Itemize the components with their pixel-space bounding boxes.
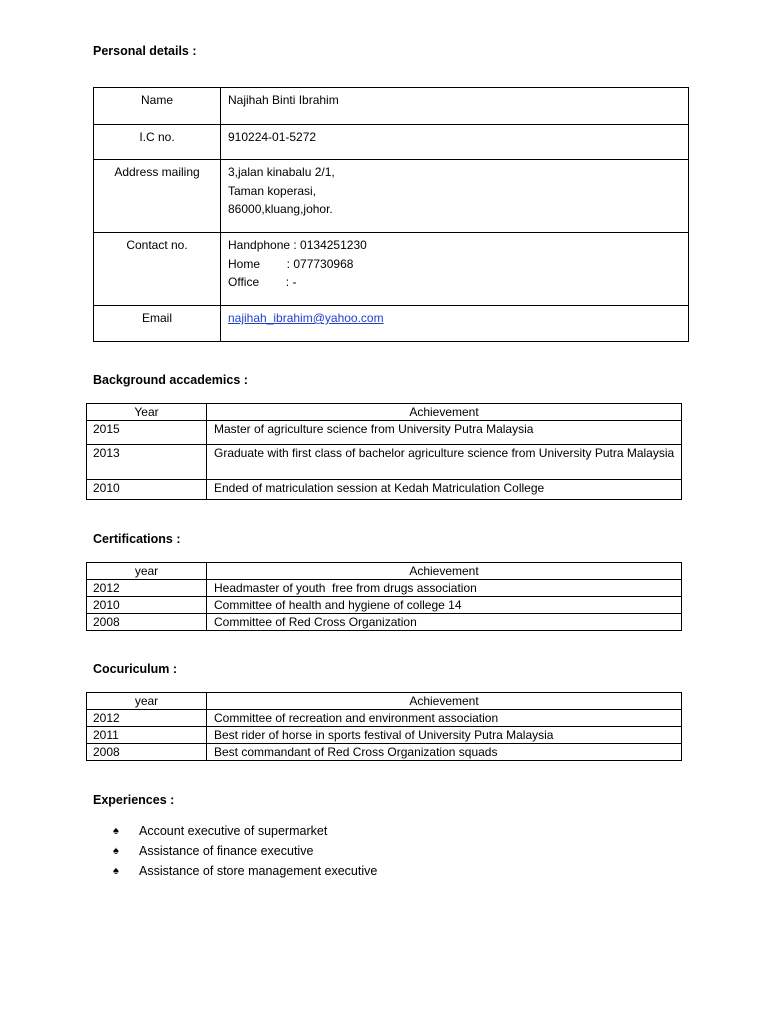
- table-row: [87, 421, 682, 445]
- table-row: [87, 597, 682, 614]
- year-cell: 2011: [87, 727, 207, 744]
- address-label: Address mailing: [94, 160, 221, 233]
- table-row: [87, 580, 682, 597]
- achievement-cell: Headmaster of youth free from drugs association: [207, 580, 682, 597]
- achievement-header: Achievement: [207, 693, 682, 710]
- email-cell: [221, 306, 689, 342]
- academics-heading: Background accademics :: [93, 373, 248, 387]
- contact-line: Office : -: [228, 275, 297, 289]
- name-label: Name: [94, 88, 221, 125]
- certifications-heading: Certifications :: [93, 532, 181, 546]
- academics-table: [86, 403, 682, 500]
- table-row: [87, 614, 682, 631]
- year-cell: 2008: [87, 614, 207, 631]
- year-cell: 2012: [87, 580, 207, 597]
- achievement-cell: Best rider of horse in sports festival of University Putra Malaysia: [207, 727, 682, 744]
- spade-icon: ♠: [113, 865, 119, 877]
- experience-text: Account executive of supermarket: [139, 824, 328, 838]
- achievement-cell: Committee of health and hygiene of college 14: [207, 597, 682, 614]
- achievement-cell: Best commandant of Red Cross Organization squads: [207, 744, 682, 761]
- table-row: [87, 710, 682, 727]
- address-line: 86000,kluang,johor.: [228, 202, 333, 216]
- certifications-table: [86, 562, 682, 631]
- achievement-header: Achievement: [207, 404, 682, 421]
- experiences-heading: Experiences :: [93, 793, 175, 807]
- year-cell: 2008: [87, 744, 207, 761]
- achievement-cell: Committee of Red Cross Organization: [207, 614, 682, 631]
- list-item: [113, 863, 377, 883]
- contact-line: Home : 077730968: [228, 256, 354, 271]
- year-cell: 2010: [87, 480, 207, 500]
- email-label: Email: [94, 306, 221, 342]
- achievement-header: Achievement: [207, 563, 682, 580]
- experience-text: Assistance of finance executive: [139, 844, 314, 858]
- table-row: [87, 727, 682, 744]
- personal-details-heading: Personal details :: [93, 44, 197, 58]
- year-cell: 2015: [87, 421, 207, 445]
- year-cell: 2013: [87, 445, 207, 480]
- address-line: 3,jalan kinabalu 2/1,: [228, 165, 335, 179]
- experience-text: Assistance of store management executive: [139, 864, 378, 878]
- personal-details-table: [93, 87, 689, 342]
- contact-label: Contact no.: [94, 233, 221, 306]
- table-row: [87, 480, 682, 500]
- year-header: year: [87, 693, 207, 710]
- address-line: Taman koperasi,: [228, 183, 317, 198]
- achievement-cell: Ended of matriculation session at Kedah Matriculation College: [207, 480, 682, 500]
- year-header: Year: [87, 404, 207, 421]
- name-value: Najihah Binti Ibrahim: [221, 88, 689, 125]
- achievement-cell: Committee of recreation and environment association: [207, 710, 682, 727]
- cocuriculum-table: [86, 692, 682, 761]
- table-row: [87, 744, 682, 761]
- cocuriculum-heading: Cocuriculum :: [93, 662, 178, 676]
- ic-label: I.C no.: [94, 125, 221, 160]
- year-cell: 2010: [87, 597, 207, 614]
- contact-value: [221, 233, 689, 306]
- year-cell: 2012: [87, 710, 207, 727]
- list-item: [113, 843, 377, 863]
- email-link[interactable]: najihah_ibrahim@yahoo.com: [228, 311, 384, 325]
- ic-value: 910224-01-5272: [221, 125, 689, 160]
- table-row: [87, 445, 682, 480]
- year-header: year: [87, 563, 207, 580]
- achievement-cell: Master of agriculture science from University Putra Malaysia: [207, 421, 682, 445]
- achievement-cell: Graduate with first class of bachelor agriculture science from University Putra Malaysia: [207, 445, 682, 480]
- spade-icon: ♠: [113, 825, 119, 837]
- contact-line: Handphone : 0134251230: [228, 238, 367, 252]
- spade-icon: ♠: [113, 845, 119, 857]
- experiences-list: [113, 823, 377, 883]
- list-item: [113, 823, 377, 843]
- address-value: [221, 160, 689, 233]
